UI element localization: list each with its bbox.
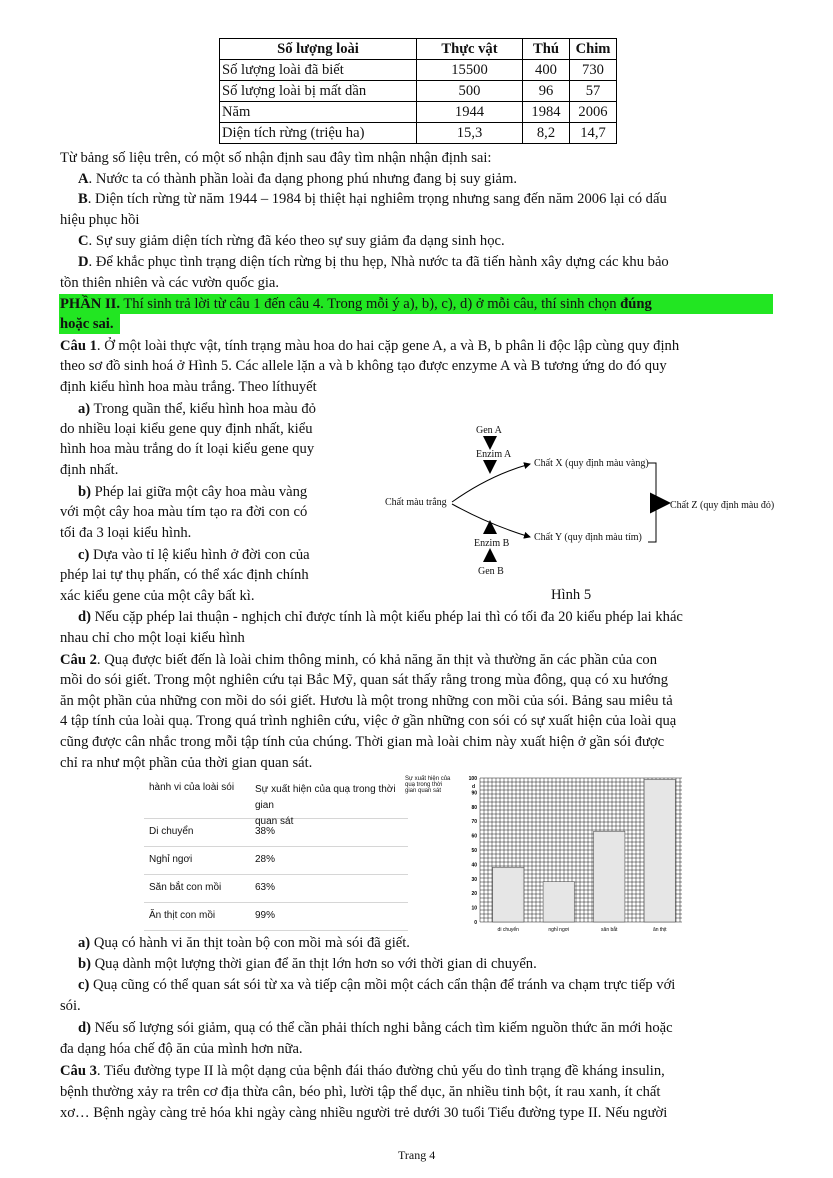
table-row [220, 102, 617, 123]
x-tick-label: ăn thịt [652, 927, 667, 933]
table-header: Thú [523, 39, 570, 60]
table-header-row [144, 776, 408, 827]
table-cell: 14,7 [570, 123, 617, 144]
table-cell: 15500 [417, 60, 523, 81]
bar [543, 882, 574, 922]
substance-y-label: Chất Y (quy định màu tím) [534, 532, 642, 543]
q2-line: chỉ ra như một phần của thời gian quan sát. [60, 755, 313, 771]
enzyme-a-label: Enzim A [476, 449, 512, 460]
x-tick-label: nghỉ ngơi [548, 927, 570, 933]
table-header: Sự xuất hiện của quạ trong thời gian quan sát [255, 784, 396, 827]
q2-line: ăn một phần của những con mồi do sói giết. Hươu là một trong những con mồi của sói. Bảng sau miêu tả [60, 693, 673, 709]
q2-c: c) Quạ cũng có thể quan sát sói từ xa và tiếp cận mồi một cách cẩn thận để tránh va chạm trực tiếp với [78, 977, 676, 993]
q1-a: a) Trong quần thể, kiểu hình hoa màu đỏ [78, 401, 316, 417]
table-cell: 8,2 [523, 123, 570, 144]
table-cell: 1944 [417, 102, 523, 123]
part2-heading: PHẦN II. Thí sinh trả lời từ câu 1 đến câu 4. Trong mỗi ý a), b), c), d) ở mỗi câu, thí sinh chọn đúng [60, 296, 652, 312]
q2-b: b) Quạ dành một lượng thời gian để ăn thịt lớn hơn so với thời gian di chuyển. [78, 956, 537, 972]
part2-heading-cont: hoặc sai. [60, 316, 114, 332]
table-cell: Năm [220, 102, 417, 123]
table-row [220, 123, 617, 144]
table-row: Nghỉ ngơi 28% [144, 846, 408, 875]
table-cell: Số lượng loài bị mất dần [220, 81, 417, 102]
q2-line1: Câu 2. Quạ được biết đến là loài chim thông minh, có khả năng ăn thịt và thường ăn các phần của con [60, 652, 658, 668]
y-tick-label: 60 [471, 833, 477, 840]
y-tick-label: 10 [471, 905, 477, 912]
q3-line: xơ… Bệnh ngày càng trẻ hóa khi ngày càng nhiều người trẻ dưới 30 tuổi Tiểu đường type II. Nếu người [60, 1105, 668, 1121]
q3-line1: Câu 3. Tiểu đường type II là một dạng của bệnh đái tháo đường chủ yếu do tình trạng đề kháng insulin, [60, 1063, 665, 1079]
option-d: D. Để khắc phục tình trạng diện tích rừng bị thu hẹp, Nhà nước ta đã tiến hành xây dựng các khu bảo [78, 254, 669, 270]
table-header: Thực vật [417, 39, 523, 60]
table-row [220, 60, 617, 81]
bar [493, 867, 524, 922]
bar-chart [452, 774, 684, 934]
q1-c-line: xác kiểu gene của một cây bất kì. [60, 588, 255, 604]
q1-a-line: định nhất. [60, 462, 119, 478]
option-d-cont: tồn thiên nhiên và các vườn quốc gia. [60, 275, 280, 291]
enzyme-b-label: Enzim B [474, 538, 510, 549]
table-cell: Diện tích rừng (triệu ha) [220, 123, 417, 144]
q1-d-line: nhau chỉ cho một loại kiểu hình [60, 630, 245, 646]
table-cell: 730 [570, 60, 617, 81]
option-a: A. Nước ta có thành phần loài đa dạng phong phú nhưng đang bị suy giảm. [78, 171, 517, 187]
table-cell: 2006 [570, 102, 617, 123]
y-tick-label: 50 [471, 848, 477, 854]
y-tick-label: 90 [471, 790, 477, 797]
page-number: Trang 4 [398, 1148, 436, 1162]
q2-c-line: sói. [60, 998, 81, 1014]
table-row [220, 81, 617, 102]
gene-a-label: Gen A [476, 425, 502, 436]
option-b: B. Diện tích rừng từ năm 1944 – 1984 bị thiệt hại nghiêm trọng nhưng sang đến năm 2006 lại có dấu [78, 191, 667, 207]
species-table [219, 38, 617, 144]
table-cell: Số lượng loài đã biết [220, 60, 417, 81]
pathway-arrows [380, 420, 780, 590]
start-substance-label: Chất màu trắng [385, 497, 447, 508]
table-cell: 57 [570, 81, 617, 102]
x-tick-label: di chuyển [497, 927, 519, 933]
q2-line: mồi do sói giết. Trong một nghiên cứu tại Bắc Mỹ, quan sát thấy rằng trong mùa đông, quạ có xu hướng [60, 672, 669, 688]
table-cell: 15,3 [417, 123, 523, 144]
y-axis-suffix: d [471, 784, 475, 790]
q1-b-line: tối đa 3 loại kiểu hình. [60, 525, 192, 541]
y-tick-label: 20 [471, 891, 477, 898]
y-tick-label: 30 [471, 876, 477, 883]
bar [594, 831, 625, 922]
q1-line1: Câu 1. Ở một loài thực vật, tính trạng màu hoa do hai cặp gene A, a và B, b phân li độc lập cùng quy định [60, 338, 680, 354]
gene-b-label: Gen B [478, 566, 504, 577]
y-tick-label: 70 [471, 819, 477, 826]
table-header: Chim [570, 39, 617, 60]
y-tick-label: 80 [471, 804, 477, 811]
chart-ylabel: Sự xuất hiện của quạ trong thời gian quan sát [405, 776, 451, 794]
intro-text: Từ bảng số liệu trên, có một số nhận định sau đây tìm nhận nhận định sai: [60, 150, 492, 166]
q1-c-line: phép lai tự thụ phấn, có thể xác định chính [60, 567, 309, 583]
substance-z-label: Chất Z (quy định màu đỏ) [670, 500, 775, 511]
y-tick-label: 40 [471, 862, 477, 869]
y-tick-label: 0 [474, 920, 477, 926]
x-tick-label: săn bắt [601, 927, 618, 933]
figure-caption: Hình 5 [551, 587, 592, 603]
substance-x-label: Chất X (quy định màu vàng) [534, 458, 649, 469]
q1-b-line: với một cây hoa màu tím tạo ra đời con có [60, 504, 308, 520]
q3-line: bệnh thường xảy ra trên cơ địa thừa cân, béo phì, lười tập thể dục, ăn nhiều tinh bột, ít rau xanh, ít chất [60, 1084, 661, 1100]
y-tick-label: 100 [468, 776, 477, 782]
table-cell: 500 [417, 81, 523, 102]
table-cell: 1984 [523, 102, 570, 123]
option-c: C. Sự suy giảm diện tích rừng đã kéo theo sự suy giảm đa dạng sinh học. [78, 233, 505, 249]
q2-a: a) Quạ có hành vi ăn thịt toàn bộ con mồi mà sói đã giết. [78, 935, 410, 951]
q1-d: d) Nếu cặp phép lai thuận - nghịch chỉ được tính là một kiểu phép lai thì có tối đa 20 kiểu phép lai khác [78, 609, 683, 625]
q1-line3: định kiểu hình hoa màu trắng. Theo líthuyết [60, 379, 317, 395]
q1-a-line: do nhiều loại kiểu gene quy định nhất, kiểu [60, 421, 313, 437]
table-cell: 400 [523, 60, 570, 81]
q1-a-line: hình hoa màu trắng do ít loại kiểu gene quy [60, 441, 315, 457]
q2-d: d) Nếu số lượng sói giảm, quạ có thể cần phải thích nghi bằng cách tìm kiếm nguồn thức ăn mới hoặc [78, 1020, 673, 1036]
q2-line: 4 tập tính của loài quạ. Trong quá trình nghiên cứu, việc ở gần những con sói có sự xuất hiện của loài quạ [60, 713, 677, 729]
q1-c: c) Dựa vào tỉ lệ kiểu hình ở đời con của [78, 547, 310, 563]
q2-line: cũng được cân nhắc trong mỗi tập tính của chúng. Thời gian mà loài chim này xuất hiện ở gần sói được [60, 734, 665, 750]
table-row: Di chuyển 38% [144, 818, 408, 847]
table-row: Ăn thịt con mồi 99% [144, 902, 408, 931]
table-cell: 96 [523, 81, 570, 102]
table-header: Số lượng loài [220, 39, 417, 60]
q2-d-line: đa dạng hóa chế độ ăn của mình hơn nữa. [60, 1041, 303, 1057]
table-header: hành vi của loài sói [149, 782, 235, 793]
bar [644, 779, 675, 922]
q1-b: b) Phép lai giữa một cây hoa màu vàng [78, 484, 308, 500]
option-b-cont: hiệu phục hồi [60, 212, 140, 228]
q1-line2: theo sơ đồ sinh hoá ở Hình 5. Các allele lặn a và b không tạo được enzyme A và B tương ứng do đó quy [60, 358, 667, 374]
table-row: Săn bắt con mồi 63% [144, 874, 408, 903]
